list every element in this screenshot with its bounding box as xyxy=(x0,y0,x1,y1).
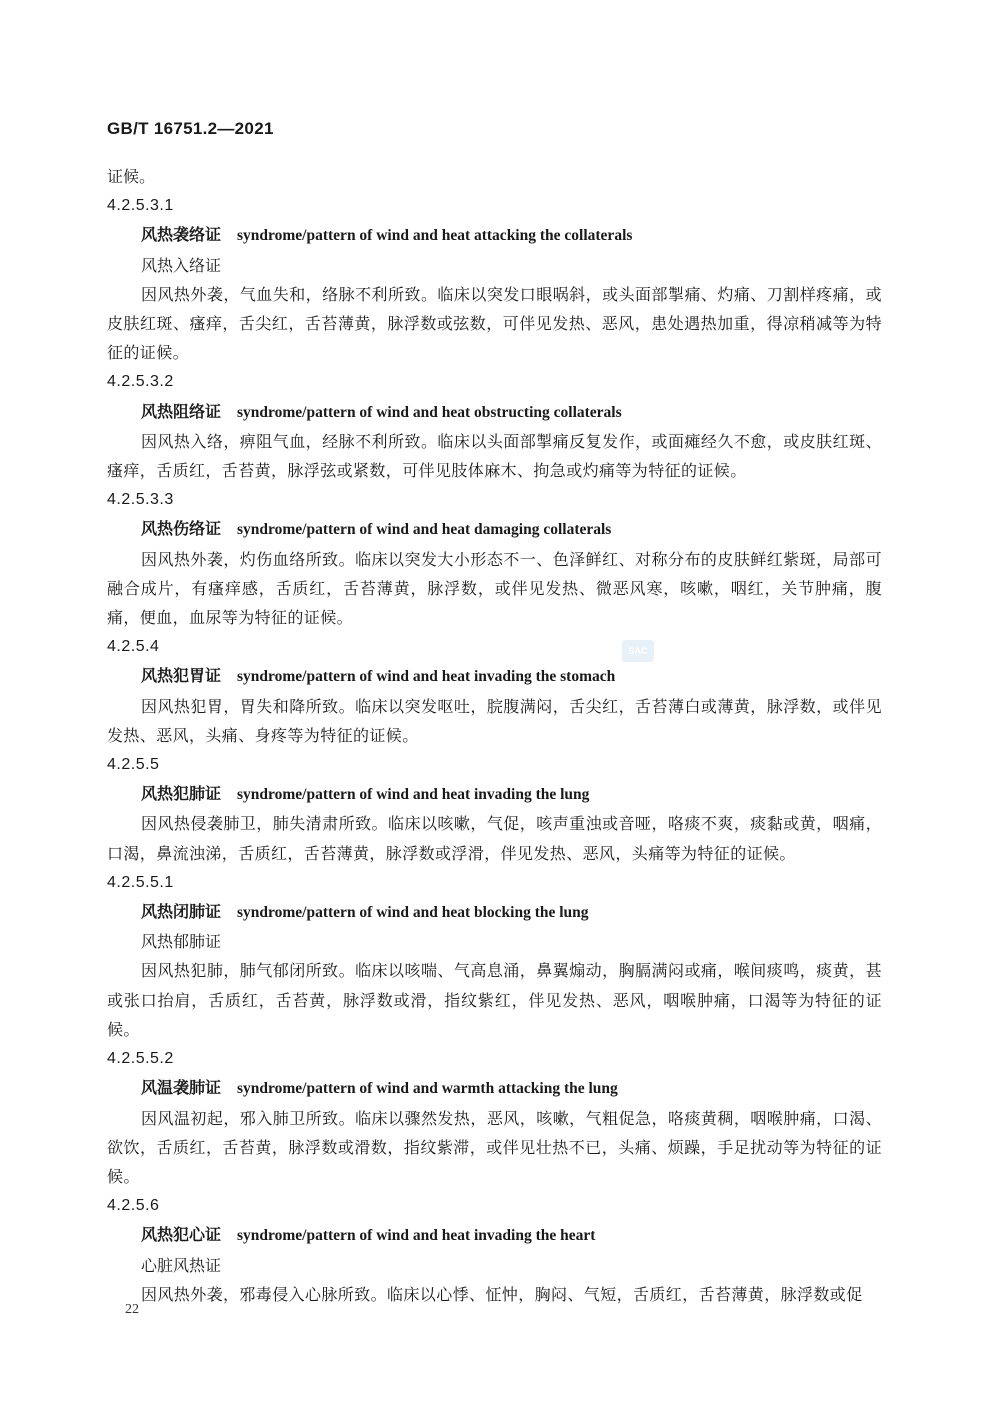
standard-code: GB/T 16751.2—2021 xyxy=(107,119,274,138)
entry xyxy=(107,1191,882,1309)
term-alias: 心脏风热证 xyxy=(141,1255,222,1275)
term-definition: 因风热外袭，灼伤血络所致。临床以突发大小形态不一、色泽鲜红、对称分布的皮肤鲜红紫斑，局部可融合成片，有瘙痒感，舌质红，舌苔薄黄，脉浮数，或伴见发热、微恶风寒，咳嗽，咽红，关节肿痛，腹痛，便血，血尿等为特征的证候。 xyxy=(107,549,882,628)
term-definition: 因风热犯胃，胃失和降所致。临床以突发呕吐，脘腹满闷，舌尖红，舌苔薄白或薄黄，脉浮数，或伴见发热、恶风，头痛、身疼等为特征的证候。 xyxy=(107,696,882,745)
entry-number: 4.2.5.3.3 xyxy=(107,491,174,509)
term-alias: 风热入络证 xyxy=(141,255,222,275)
term-zh: 风热阻络证 xyxy=(141,401,222,421)
entry-number: 4.2.5.3.2 xyxy=(107,373,174,391)
term-en: syndrome/pattern of wind and heat invading the heart xyxy=(237,1227,596,1245)
entry xyxy=(107,485,882,632)
term-definition: 因风温初起，邪入肺卫所致。临床以骤然发热，恶风，咳嗽，气粗促急，咯痰黄稠，咽喉肿痛，口渴、欲饮，舌质红，舌苔黄，脉浮数或滑数，指纹紫滞，或伴见壮热不已，头痛、烦躁，手足扰动等为特征的证候。 xyxy=(107,1108,882,1186)
term-definition: 因风热入络，痹阻气血，经脉不利所致。临床以头面部掣痛反复发作，或面瘫经久不愈，或皮肤红斑、瘙痒，舌质红，舌苔黄，脉浮弦或紧数，可伴见肢体麻木、拘急或灼痛等为特征的证候。 xyxy=(107,431,882,481)
entry xyxy=(107,1044,882,1191)
entry-number: 4.2.5.6 xyxy=(107,1197,160,1215)
entry-term xyxy=(107,397,882,427)
term-zh: 风热闭肺证 xyxy=(141,902,222,922)
entry-term xyxy=(107,779,882,809)
entry-term xyxy=(107,661,882,691)
term-zh: 风温袭肺证 xyxy=(141,1078,222,1098)
entry-number: 4.2.5.5 xyxy=(107,756,160,774)
entry-number: 4.2.5.3.1 xyxy=(107,197,174,215)
entry-term xyxy=(107,897,882,927)
term-zh: 风热袭络证 xyxy=(141,225,222,245)
term-zh: 风热犯心证 xyxy=(141,1225,222,1245)
entry-term xyxy=(107,514,882,544)
term-en: syndrome/pattern of wind and heat obstructing collaterals xyxy=(237,403,622,421)
term-en: syndrome/pattern of wind and heat attacking the collaterals xyxy=(237,227,633,245)
term-en: syndrome/pattern of wind and heat invading the lung xyxy=(237,786,590,804)
entry-number: 4.2.5.4 xyxy=(107,638,160,656)
entry-number: 4.2.5.5.1 xyxy=(107,873,174,891)
entry-term xyxy=(107,1073,882,1103)
entry xyxy=(107,191,882,367)
term-definition: 因风热外袭，气血失和，络脉不利所致。临床以突发口眼㖞斜，或头面部掣痛、灼痛、刀割样疼痛，或皮肤红斑、瘙痒，舌尖红，舌苔薄黄，脉浮数或弦数，可伴见发热、恶风，患处遇热加重，得凉稍减等为特征的证候。 xyxy=(107,284,882,363)
term-zh: 风热犯胃证 xyxy=(141,666,222,686)
term-definition: 因风热外袭，邪毒侵入心脉所致。临床以心悸、怔忡，胸闷、气短，舌质红，舌苔薄黄，脉浮数或促 xyxy=(141,1284,863,1304)
entry-number: 4.2.5.5.2 xyxy=(107,1050,174,1068)
term-en: syndrome/pattern of wind and heat blocking the lung xyxy=(237,904,589,922)
term-alias: 风热郁肺证 xyxy=(141,932,222,952)
term-definition: 因风热犯肺，肺气郁闭所致。临床以咳喘、气高息涌，鼻翼煽动，胸膈满闷或痛，喉间痰鸣，痰黄，甚或张口抬肩，舌质红，舌苔黄，脉浮数或滑，指纹紫红，伴见发热、恶风，咽喉肿痛，口渴等为特征的证候。 xyxy=(107,961,882,1039)
term-en: syndrome/pattern of wind and heat invading the stomach xyxy=(237,668,616,686)
term-en: syndrome/pattern of wind and warmth attacking the lung xyxy=(237,1080,618,1098)
entry-term xyxy=(107,1220,882,1250)
page-content xyxy=(107,162,882,1309)
term-en: syndrome/pattern of wind and heat damaging collaterals xyxy=(237,521,612,539)
continued-text: 证候。 xyxy=(107,167,156,186)
entry xyxy=(107,750,882,868)
entry xyxy=(107,868,882,1044)
term-zh: 风热犯肺证 xyxy=(141,784,222,804)
watermark-logo: SAC xyxy=(622,640,654,662)
entry-term xyxy=(107,220,882,250)
entry xyxy=(107,367,882,485)
entry xyxy=(107,632,882,750)
term-definition: 因风热侵袭肺卫，肺失清肃所致。临床以咳嗽，气促，咳声重浊或音哑，咯痰不爽，痰黏或黄，咽痛，口渴，鼻流浊涕，舌质红，舌苔薄黄，脉浮数或浮滑，伴见发热、恶风，头痛等为特征的证候。 xyxy=(107,814,882,863)
term-zh: 风热伤络证 xyxy=(141,519,222,539)
page-number: 22 xyxy=(125,1302,139,1317)
